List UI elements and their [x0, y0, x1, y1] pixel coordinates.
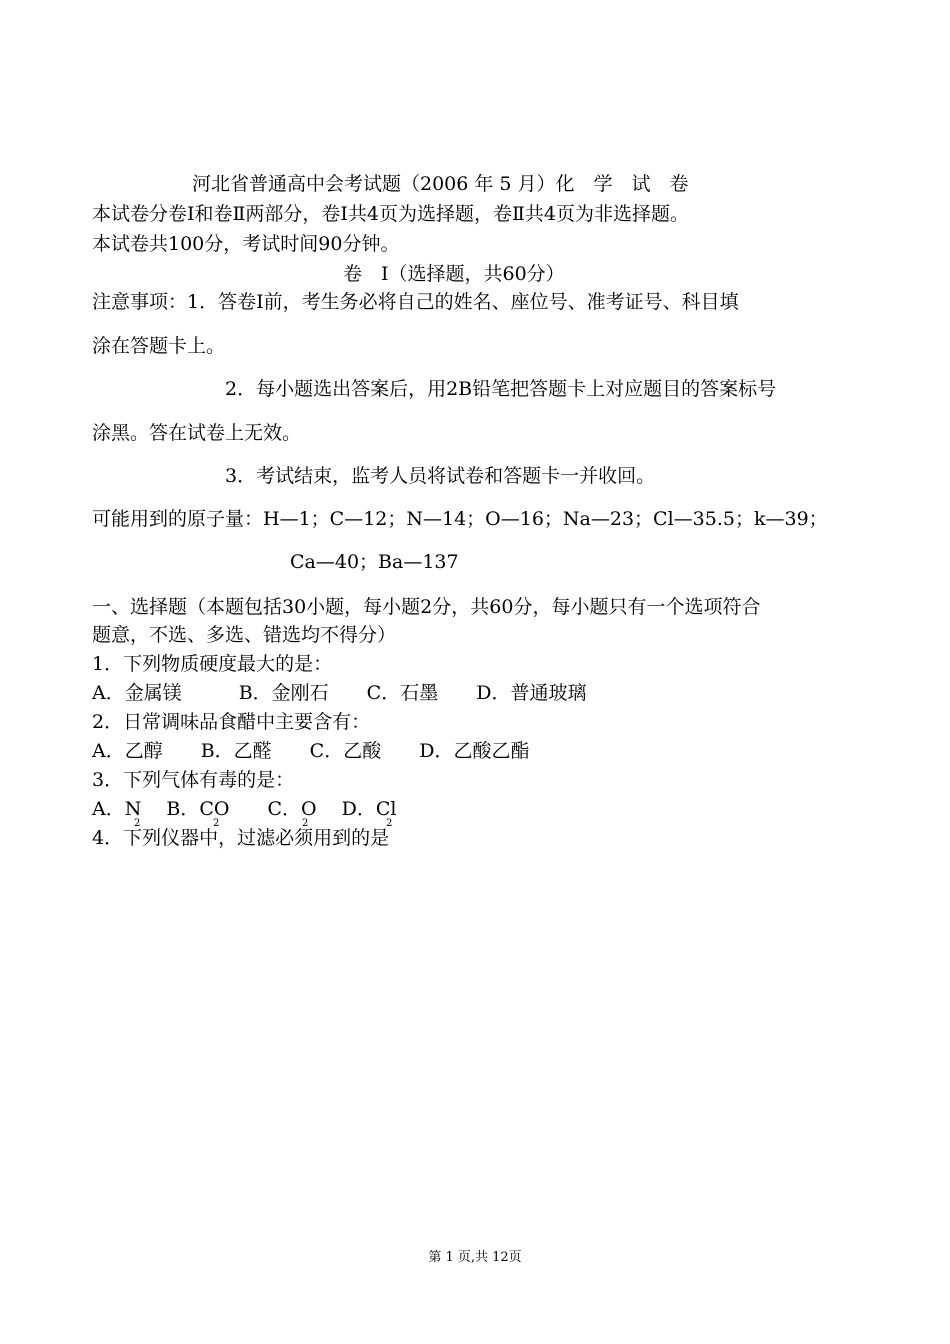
subscript-n2: 2 [134, 818, 141, 829]
question-4: 4．下列仪器中，过滤必须用到的是 [92, 827, 390, 849]
question-1-options: A．金属镁 B．金刚石 C．石墨 D．普通玻璃 [92, 682, 587, 704]
notice-item-2: 2．每小题选出答案后，用2B铅笔把答题卡上对应题目的答案标号 [225, 378, 777, 400]
intro-line-2: 本试卷共100分，考试时间90分钟。 [92, 233, 400, 255]
part1-heading-cont: 题意，不选、多选、错选均不得分） [92, 624, 397, 646]
question-1: 1．下列物质硬度最大的是： [92, 653, 333, 675]
intro-line-1: 本试卷分卷Ⅰ和卷Ⅱ两部分，卷Ⅰ共4页为选择题，卷Ⅱ共4页为非选择题。 [92, 203, 690, 225]
question-2: 2．日常调味品食醋中主要含有： [92, 711, 371, 733]
notice-item-1-cont: 涂在答题卡上。 [92, 335, 226, 357]
atomic-mass-line-1: 可能用到的原子量：H—1；C—12；N—14；O—16；Na—23；Cl—35.5；k—39； [92, 508, 828, 530]
subscript-co2: 2 [213, 818, 220, 829]
part1-heading: 一、选择题（本题包括30小题，每小题2分，共60分，每小题只有一个选项符合 [92, 596, 761, 618]
atomic-mass-line-2: Ca—40；Ba—137 [290, 551, 459, 573]
question-3: 3．下列气体有毒的是： [92, 769, 295, 791]
exam-title: 河北省普通高中会考试题（2006 年 5 月）化 学 试 卷 [192, 173, 689, 195]
notice-item-1: 注意事项：1．答卷Ⅰ前，考生务必将自己的姓名、座位号、准考证号、科目填 [92, 291, 739, 313]
question-3-options: A．N B．CO C．O D．Cl [92, 798, 397, 820]
notice-item-2-cont: 涂黑。答在试卷上无效。 [92, 422, 302, 444]
page-footer: 第 1 页,共 12页 [428, 1250, 522, 1265]
notice-item-3: 3．考试结束，监考人员将试卷和答题卡一并收回。 [225, 465, 656, 487]
question-2-options: A．乙醇 B．乙醛 C．乙酸 D．乙酸乙酯 [92, 740, 530, 762]
subscript-cl2: 2 [386, 818, 393, 829]
section-title: 卷 Ⅰ（选择题，共60分） [343, 263, 565, 285]
subscript-o2: 2 [302, 818, 309, 829]
